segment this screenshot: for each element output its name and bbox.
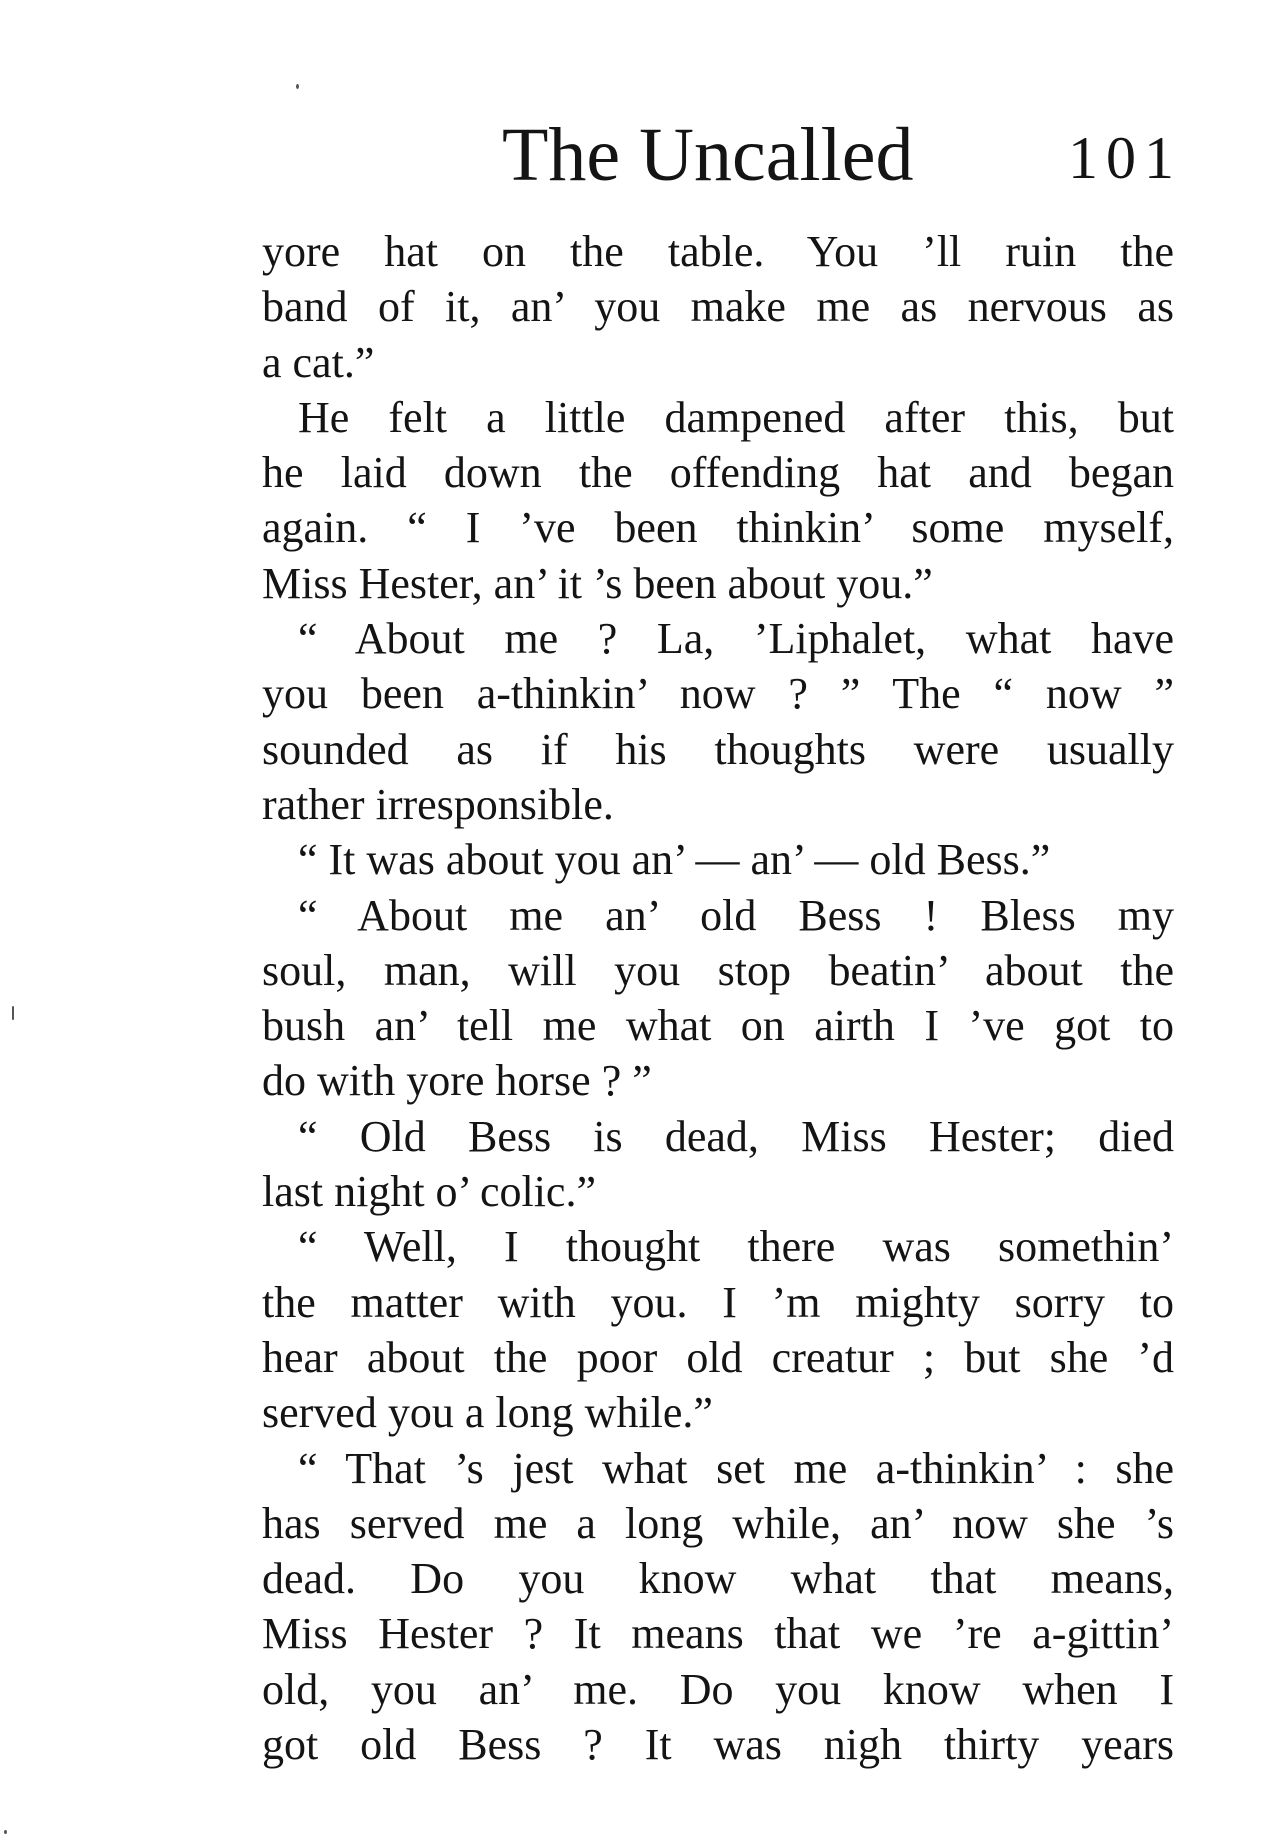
scan-speck [12,1006,14,1020]
text-line: hear about the poor old creatur ; but she ’d [262,1332,1174,1382]
running-head [262,110,1182,200]
text-line: sounded as if his thoughts were usually [262,724,1174,774]
text-line: dead. Do you know what that means, [262,1554,1174,1604]
text-line: you been a-thinkin’ now ? ” The “ now ” [262,669,1174,719]
scan-speck [296,84,299,89]
text-line: “ Old Bess is dead, Miss Hester; died [298,1111,1174,1161]
text-line: “ Well, I thought there was somethin’ [298,1222,1174,1272]
text-line: “ It was about you an’ — an’ — old Bess.” [298,835,1051,885]
text-line: rather irresponsible. [262,779,614,829]
running-title: The Uncalled [502,113,914,197]
text-line: He felt a little dampened after this, but [298,392,1174,442]
text-line: “ That ’s jest what set me a-thinkin’ : she [298,1443,1174,1493]
text-line: “ About me ? La, ’Liphalet, what have [298,614,1174,664]
text-line: Miss Hester ? It means that we ’re a-gittin’ [262,1609,1174,1659]
text-line: yore hat on the table. You ’ll ruin the [262,227,1174,276]
text-line: served you a long while.” [262,1388,713,1438]
text-line: old, you an’ me. Do you know when I [262,1664,1174,1714]
text-line: last night o’ colic.” [262,1167,596,1217]
text-line: a cat.” [262,337,375,387]
text-line: do with yore horse ? ” [262,1056,652,1106]
text-line: got old Bess ? It was nigh thirty years [262,1720,1174,1770]
body-text [262,224,1174,1772]
text-line: again. “ I ’ve been thinkin’ some myself, [262,503,1174,553]
scan-speck [4,1830,7,1834]
text-line: he laid down the offending hat and began [262,448,1174,498]
text-line: band of it, an’ you make me as nervous as [262,282,1174,332]
text-line: the matter with you. I ’m mighty sorry to [262,1277,1174,1327]
text-line: soul, man, will you stop beatin’ about the [262,945,1174,995]
page-number: 101 [1068,125,1182,191]
text-line: has served me a long while, an’ now she ’s [262,1498,1174,1548]
text-line: “ About me an’ old Bess ! Bless my [298,890,1174,940]
text-line: Miss Hester, an’ it ’s been about you.” [262,558,933,608]
text-line: bush an’ tell me what on airth I ’ve got to [262,1001,1174,1051]
